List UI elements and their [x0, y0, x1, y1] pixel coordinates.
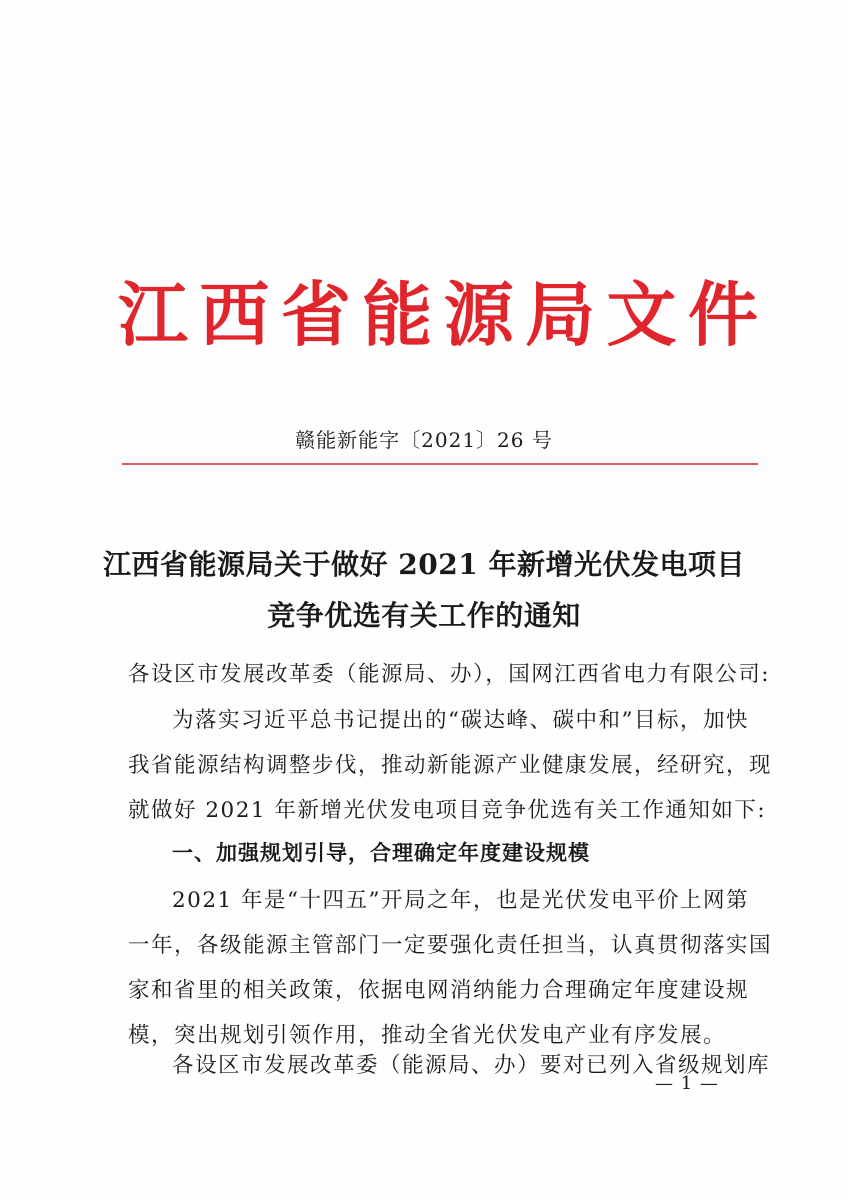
red-divider — [122, 463, 758, 465]
masthead-char: 能 — [362, 273, 433, 356]
recipients-line: 各设区市发展改革委（能源局、办），国网江西省电力有限公司: — [128, 662, 770, 687]
intro-line: 就做好 2021 年新增光伏发电项目竞争优选有关工作通知如下: — [128, 798, 767, 823]
intro-line: 为落实习近平总书记提出的“碳达峰、碳中和”目标，加快 — [172, 708, 749, 733]
masthead-char: 件 — [687, 273, 758, 356]
masthead-title — [118, 270, 758, 360]
document-number: 赣能新能字〔2021〕26 号 — [295, 428, 553, 452]
paragraph-line: 模，突出规划引领作用，推动全省光伏发电产业有序发展。 — [128, 1023, 727, 1048]
paragraph-line: 一年，各级能源主管部门一定要强化责任担当，认真贯彻落实国 — [128, 933, 773, 958]
masthead-char: 文 — [606, 273, 677, 356]
masthead-char: 西 — [199, 273, 270, 356]
masthead-char: 局 — [525, 273, 596, 356]
masthead-char: 省 — [280, 273, 351, 356]
intro-line: 我省能源结构调整步伐，推动新能源产业健康发展，经研究，现 — [128, 753, 773, 778]
document-title-line-2: 竞争优选有关工作的通知 — [267, 599, 581, 632]
paragraph-line: 家和省里的相关政策，依据电网消纳能力合理确定年度建设规 — [128, 978, 750, 1003]
document-title-line-1: 江西省能源局关于做好 2021 年新增光伏发电项目 — [103, 548, 745, 581]
masthead-char: 源 — [443, 273, 514, 356]
section-heading: 一、加强规划引导，合理确定年度建设规模 — [172, 841, 590, 865]
paragraph-line: 2021 年是“十四五”开局之年，也是光伏发电平价上网第 — [172, 888, 750, 913]
paragraph-line: 各设区市发展改革委（能源局、办）要对已列入省级规划库 — [172, 1053, 771, 1078]
masthead-char: 江 — [118, 273, 188, 356]
page-number: — 1 — — [655, 1073, 719, 1094]
